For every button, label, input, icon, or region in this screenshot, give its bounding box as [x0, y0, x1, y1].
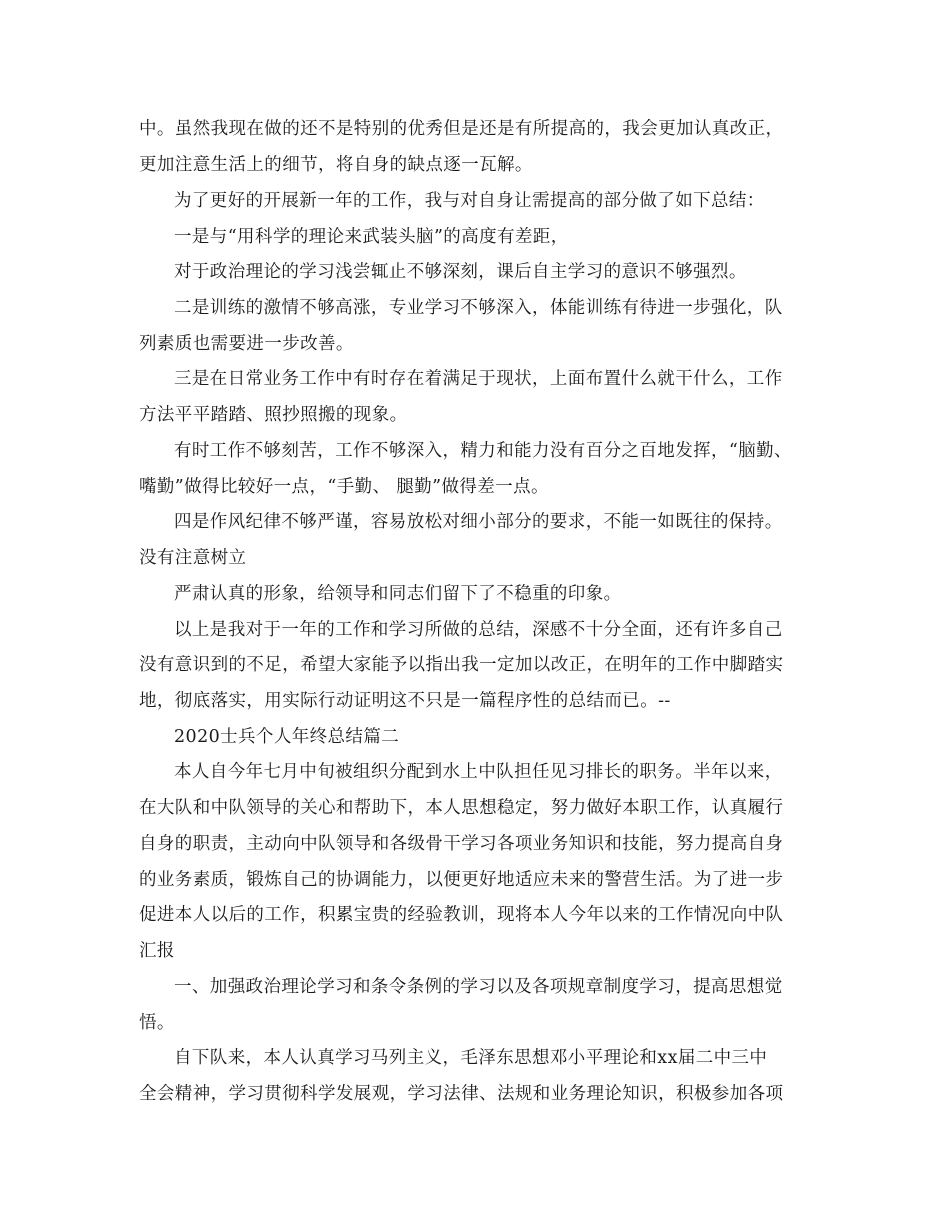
text-line: 更加注意生活上的细节，将自身的缺点逐一瓦解。	[139, 155, 533, 175]
text-line: 有时工作不够刻苦，工作不够深入，精力和能力没有百分之百地发挥，“脑勤、	[174, 441, 792, 461]
text-line: 嘴勤”做得比较好一点，“手勤、 腿勤”做得差一点。	[139, 477, 549, 497]
text-line: 为了更好的开展新一年的工作，我与对自身让需提高的部分做了如下总结：	[174, 191, 765, 211]
section-heading: 2020士兵个人年终总结篇二	[174, 727, 400, 747]
text-line: 对于政治理论的学习浅尝辄止不够深刻，课后自主学习的意识不够强烈。	[174, 262, 747, 282]
text-line: 没有注意树立	[139, 548, 247, 568]
text-line: 没有意识到的不足，希望大家能予以指出我一定加以改正，在明年的工作中脚踏实	[139, 655, 784, 675]
text-line: 汇报	[139, 941, 175, 961]
text-line: 以上是我对于一年的工作和学习所做的总结，深感不十分全面，还有许多自己	[174, 620, 783, 640]
text-line: 自身的职责，主动向中队领导和各级骨干学习各项业务知识和技能，努力提高自身	[139, 834, 784, 854]
text-line: 一是与“用科学的理论来武装头脑”的高度有差距，	[174, 227, 569, 247]
text-line: 三是在日常业务工作中有时存在着满足于现状，上面布置什么就干什么，工作	[174, 369, 783, 389]
text-line: 一、加强政治理论学习和条令条例的学习以及各项规章制度学习，提高思想觉	[174, 977, 783, 997]
text-line: 的业务素质，锻炼自己的协调能力，以便更好地适应未来的警营生活。为了进一步	[139, 870, 784, 890]
text-line: 本人自今年七月中旬被组织分配到水上中队担任见习排长的职务。半年以来，	[174, 762, 783, 782]
text-line: 悟。	[139, 1013, 175, 1033]
text-line: 地，彻底落实，用实际行动证明这不只是一篇程序性的总结而已。--	[139, 691, 671, 711]
text-line: 二是训练的激情不够高涨，专业学习不够深入，体能训练有待进一步强化，队	[174, 298, 783, 318]
text-line: 在大队和中队领导的关心和帮助下，本人思想稳定，努力做好本职工作，认真履行	[139, 798, 784, 818]
text-line: 自下队来，本人认真学习马列主义，毛泽东思想邓小平理论和xx届二中三中	[174, 1048, 768, 1068]
text-line: 中。虽然我现在做的还不是特别的优秀但是还是有所提高的，我会更加认真改正，	[139, 119, 784, 139]
text-line: 促进本人以后的工作，积累宝贵的经验教训，现将本人今年以来的工作情况向中队	[139, 905, 784, 925]
text-line: 严肃认真的形象，给领导和同志们留下了不稳重的印象。	[174, 584, 622, 604]
text-line: 列素质也需要进一步改善。	[139, 334, 354, 354]
text-line: 四是作风纪律不够严谨，容易放松对细小部分的要求，不能一如既往的保持。	[174, 512, 783, 532]
text-line: 方法平平踏踏、照抄照搬的现象。	[139, 405, 408, 425]
text-line: 全会精神，学习贯彻科学发展观，学习法律、法规和业务理论知识，积极参加各项	[139, 1084, 784, 1104]
